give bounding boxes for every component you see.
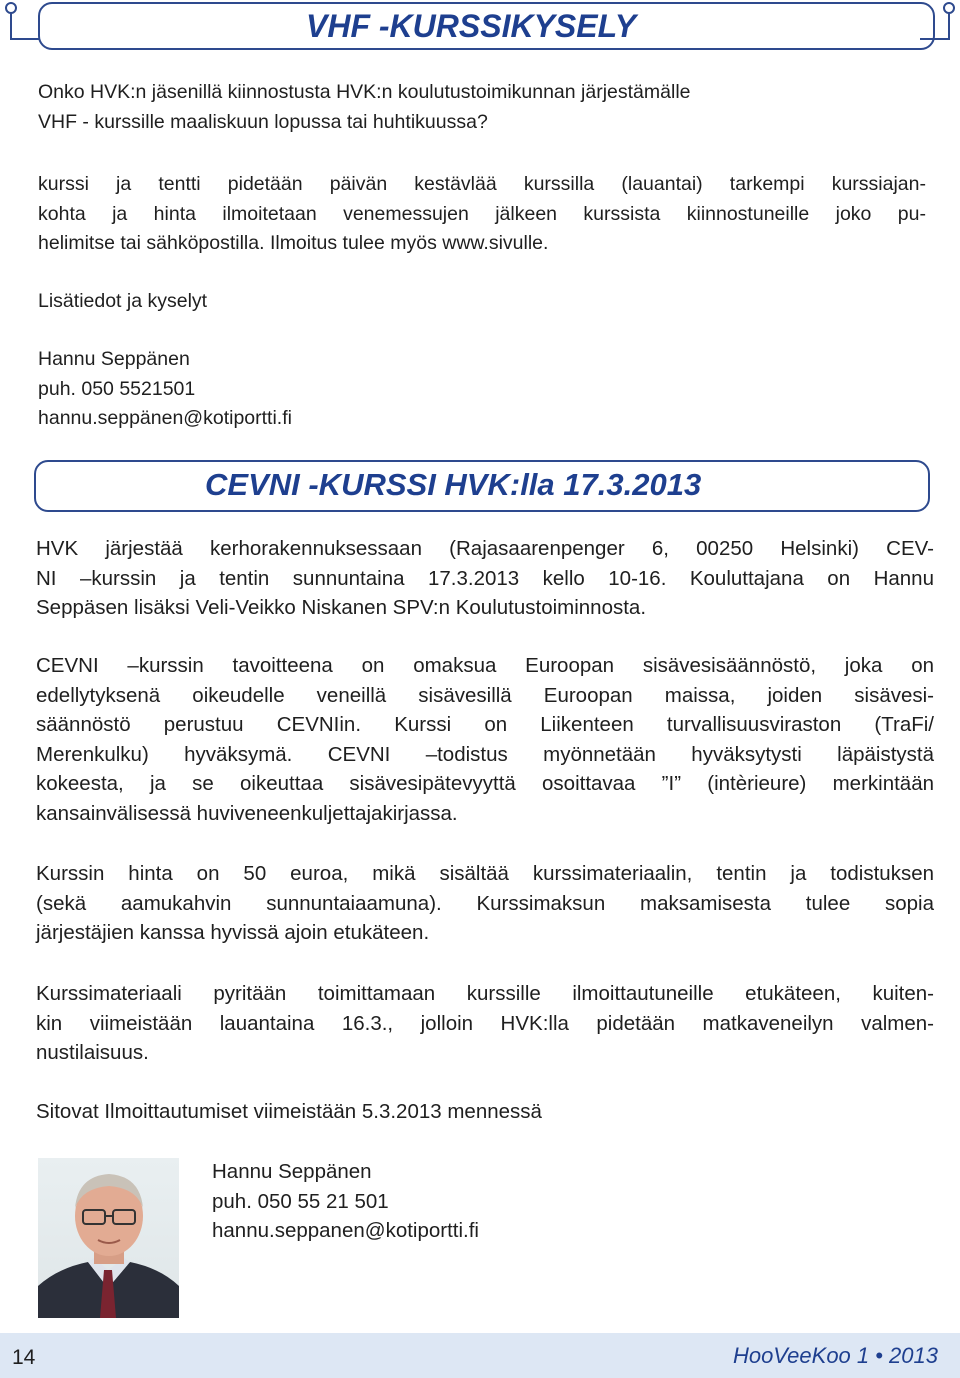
contact-phone: puh. 050 55 21 501 (212, 1189, 389, 1213)
vhf-info-line: kurssi ja tentti pidetään päivän kestävlää kurssilla (lauantai) tarkempi kurssiajan- (38, 173, 926, 195)
more-info-label: Lisätiedot ja kyselyt (38, 290, 208, 312)
cevni-p4-line: Kurssimateriaali pyritään toimittamaan kurssille ilmoittautuneille etukäteen, kuiten- (36, 982, 934, 1005)
cevni-p3-line: (sekä aamukahvin sunnuntaiaamuna). Kurssimaksun maksamisesta tulee sopia (36, 891, 934, 915)
cevni-p4-line: nustilaisuus. (36, 1041, 149, 1065)
vhf-info (38, 170, 926, 259)
contact-phone: puh. 050 5521501 (38, 377, 196, 400)
cevni-paragraph-2 (36, 651, 934, 829)
vhf-intro (38, 78, 898, 137)
frame-left-line (10, 10, 12, 40)
portrait-illustration (38, 1158, 179, 1318)
page-number: 14 (12, 1346, 36, 1369)
contact-name: Hannu Seppänen (38, 348, 190, 370)
cevni-contact (212, 1157, 479, 1246)
section-title: CEVNI -KURSSI HVK:lla 17.3.2013 (205, 467, 702, 502)
cevni-deadline (36, 1097, 934, 1127)
cevni-paragraph-4 (36, 979, 934, 1068)
cevni-p2-line: CEVNI –kurssin tavoitteena on omaksua Euroopan sisävesisäännöstö, joka on (36, 654, 934, 677)
contact-email: hannu.seppänen@kotiportti.fi (38, 407, 292, 429)
contact-email: hannu.seppanen@kotiportti.fi (212, 1219, 479, 1243)
page-title: VHF -KURSSIKYSELY (306, 8, 637, 44)
cevni-p1-line: Seppäsen lisäksi Veli-Veikko Niskanen SPV:n Koulutustoiminnosta. (36, 596, 647, 620)
vhf-more-info (38, 287, 207, 317)
frame-top-left-connector (10, 38, 40, 40)
deadline-text: Sitovat Ilmoittautumiset viimeistään 5.3.2013 mennessä (36, 1100, 542, 1123)
frame-right-line (948, 10, 950, 40)
vhf-intro-line: Onko HVK:n jäsenillä kiinnostusta HVK:n koulutustoimikunnan järjestämälle (38, 81, 691, 103)
cevni-p3-line: järjestäjien kanssa hyvissä ajoin etukäteen. (36, 921, 430, 945)
vhf-info-line: kohta ja hinta ilmoitetaan venemessujen jälkeen kurssista kiinnostuneille joko pu- (38, 202, 926, 225)
contact-photo (38, 1158, 179, 1318)
cevni-p2-line: edellytyksenä oikeudelle veneillä sisävesillä Euroopan maissa, joiden sisävesi- (36, 683, 934, 707)
cevni-paragraph-1 (36, 534, 934, 623)
cevni-p2-line: säännöstö perustuu CEVNIin. Kurssi on Liikenteen turvallisuusviraston (TraFi/ (36, 713, 934, 737)
cevni-p1-line: HVK järjestää kerhorakennuksessaan (Rajasaarenpenger 6, 00250 Helsinki) CEV- (36, 537, 934, 560)
cevni-p2-line: kokeesta, ja se oikeuttaa sisävesipätevyyttä osoittavaa ”I” (intèrieure) merkintään (36, 772, 934, 796)
cevni-p2-line: kansainvälisessä huviveneenkuljettajakirjassa. (36, 801, 458, 825)
cevni-paragraph-3 (36, 859, 934, 948)
cevni-p3-line: Kurssin hinta on 50 euroa, mikä sisältää kurssimateriaalin, tentin ja todistuksen (36, 862, 934, 885)
contact-name: Hannu Seppänen (212, 1160, 372, 1183)
vhf-contact (38, 345, 292, 434)
publication-name: HooVeeKoo 1 • 2013 (732, 1343, 938, 1368)
cevni-p1-line: NI –kurssin ja tentin sunnuntaina 17.3.2013 kello 10-16. Kouluttajana on Hannu (36, 566, 934, 590)
vhf-intro-line: VHF - kurssille maaliskuun lopussa tai huhtikuussa? (38, 110, 488, 133)
corner-dot-left (5, 2, 17, 14)
cevni-p2-line: Merenkulku) hyväksymä. CEVNI –todistus myönnetään hyväksytysti läpäistystä (36, 742, 934, 766)
vhf-info-line: helimitse tai sähköpostilla. Ilmoitus tulee myös www.sivulle. (38, 232, 549, 254)
corner-dot-right (943, 2, 955, 14)
cevni-p4-line: kin viimeistään lauantaina 16.3., jolloin HVK:lla pidetään matkaveneilyn valmen- (36, 1011, 934, 1035)
